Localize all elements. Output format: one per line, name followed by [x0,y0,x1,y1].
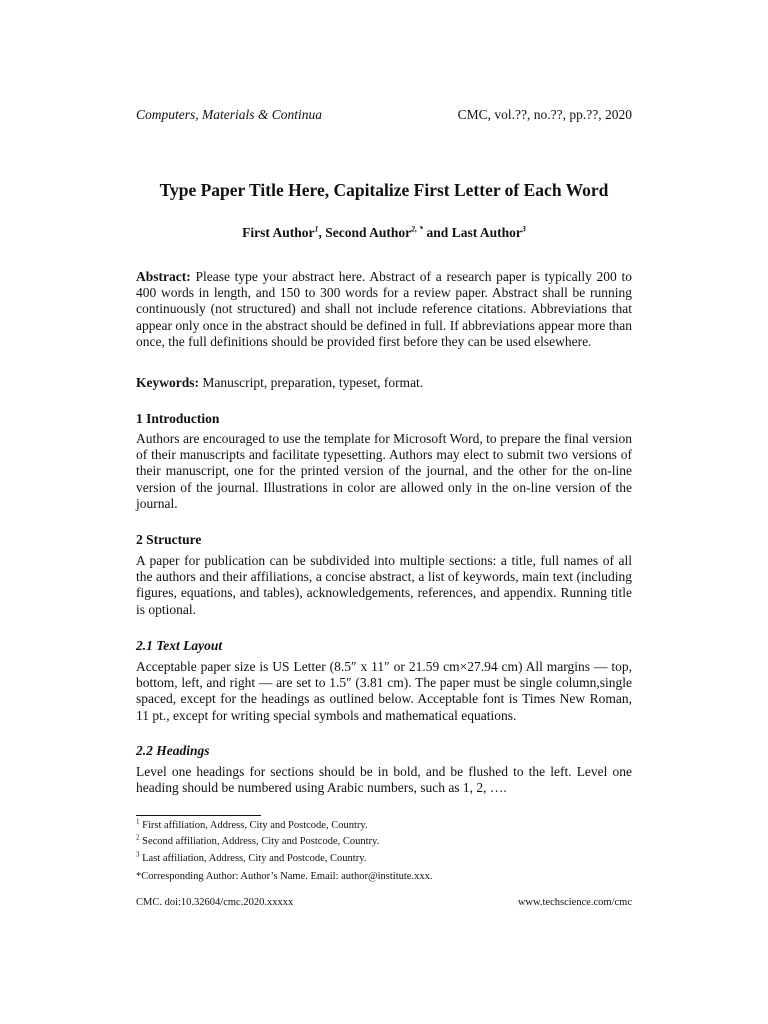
abstract-text: Please type your abstract here. Abstract of a research paper is typically 200 to 400 words in length, and 150 to 300 words for a review paper. Abstract shall be running continuously (not structured) and shall not include reference citations. Abbreviations that appear only once in the abstract should be defined in full. If abbreviations appear more than once, the full definitions should be provided first before they can be used elsewhere. [136,269,633,349]
journal-citation: CMC, vol.??, no.??, pp.??, 2020 [457,107,632,122]
footer-doi: CMC. doi:10.32604/cmc.2020.xxxxx [136,897,294,908]
section-heading-introduction: 1 Introduction [136,411,220,426]
footer-website: www.techscience.com/cmc [517,897,632,908]
journal-name: Computers, Materials & Continua [136,107,323,122]
section-body-structure: A paper for publication can be subdivided into multiple sections: a title, full names of all the authors and their affiliations, a concise abstract, a list of keywords, main text (including figures, equations, and tables), acknowledgements, references, and appendix. Running title is optional. [136,553,632,617]
author-affiliation-mark: 2, * [411,224,424,234]
keywords-text: Manuscript, preparation, typeset, format. [202,375,424,390]
author-separator: and [423,225,452,240]
footnote-affiliation-2 [136,833,380,847]
author-separator: , [318,225,326,240]
author-name: Last Author [451,225,522,240]
keywords [136,375,632,391]
subsection-body-headings: Level one headings for sections should be in bold, and be flushed to the left. Level one heading should be numbered using Arabic numbers, such as 1, 2, …. [136,764,632,796]
footnote-divider [136,815,261,816]
subsection-heading-text-layout: 2.1 Text Layout [136,638,223,653]
abstract [136,269,632,350]
footnote-affiliation-1 [136,817,368,831]
subsection-body-text-layout: Acceptable paper size is US Letter (8.5″ x 11″ or 21.59 cm×27.94 cm) All margins — top, bottom, left, and right — are set to 1.5″ (3.81 cm). The paper must be single column,single spaced, except for the headings as outlined below. Acceptable font is Times New Roman, 11 pt., except for writing special symbols and mathematical equations. [136,659,632,723]
author-affiliation-mark: 1 [314,224,319,234]
footnote-text: Last affiliation, Address, City and Postcode, Country. [142,853,367,864]
footnote-text: Second affiliation, Address, City and Postcode, Country. [142,836,380,847]
footnote-text: First affiliation, Address, City and Postcode, Country. [142,820,368,831]
footnote-affiliation-3 [136,850,367,864]
footnote-mark: 1 [136,817,140,826]
footnote-corresponding-author: *Corresponding Author: Author’s Name. Email: author@institute.xxx. [136,871,433,882]
section-body-introduction: Authors are encouraged to use the template for Microsoft Word, to prepare the final version of their manuscripts and facilitate typesetting. Authors may elect to submit two versions of their manuscript, one for the printed version of the journal, and the other for the on-line version of the journal. Illustrations in color are allowed only in the on-line version of the journal. [136,431,632,511]
abstract-label: Abstract: [136,269,191,284]
author-name: Second Author [325,225,412,240]
author-name: First Author [242,225,315,240]
footnote-mark: 2 [136,833,140,842]
author-list [0,225,768,241]
subsection-heading-headings: 2.2 Headings [136,743,210,758]
section-heading-structure: 2 Structure [136,532,202,547]
author-affiliation-mark: 3 [521,224,526,234]
keywords-label: Keywords: [136,375,199,390]
footnote-mark: 3 [136,850,140,859]
paper-title: Type Paper Title Here, Capitalize First Letter of Each Word [159,180,609,200]
